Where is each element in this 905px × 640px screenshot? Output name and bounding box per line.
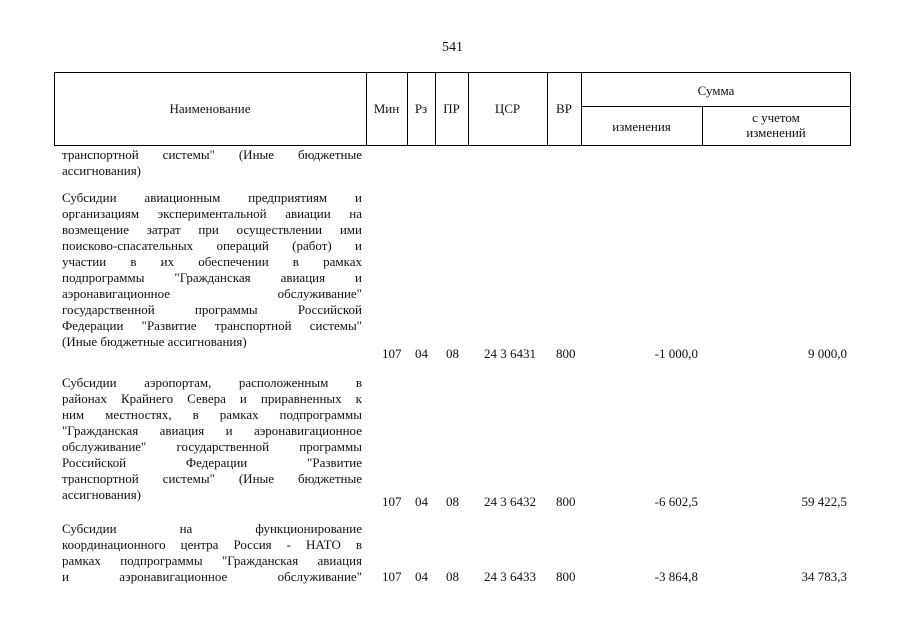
row-pr: 08	[446, 346, 459, 361]
name-line: возмещение затрат при осуществлении ими	[62, 222, 362, 237]
name-line: поисково-спасательных операций (работ) и	[62, 238, 362, 253]
name-line: государственной программы Российской	[62, 302, 362, 317]
header-name: Наименование	[169, 101, 251, 116]
row-rz: 04	[415, 569, 428, 584]
row-change: -3 864,8	[654, 569, 698, 584]
row-vr: 800	[556, 494, 576, 509]
header-with-changes-line1: с учетом	[752, 110, 800, 125]
header-with-changes-line2: изменений	[746, 125, 806, 140]
row-total: 59 422,5	[801, 494, 847, 509]
row-min: 107	[382, 494, 402, 509]
name-line: Субсидии на функционирование	[62, 521, 362, 536]
header-sum-divider	[581, 106, 851, 107]
row-total: 34 783,3	[801, 569, 847, 584]
row-min: 107	[382, 569, 402, 584]
name-line: ним местностях, в рамках подпрограммы	[62, 407, 362, 422]
row-rz: 04	[415, 494, 428, 509]
row-pr: 08	[446, 569, 459, 584]
row-name	[62, 375, 362, 503]
name-line: координационного центра Россия - НАТО в	[62, 537, 362, 552]
header-bottom-border	[54, 145, 851, 146]
row-csr: 24 3 6432	[484, 494, 536, 509]
header-csr: ЦСР	[494, 101, 521, 116]
name-line: районах Крайнего Севера и приравненных к	[62, 391, 362, 406]
row-csr: 24 3 6431	[484, 346, 536, 361]
name-line: Субсидии аэропортам, расположенным в	[62, 375, 362, 390]
name-line: обслуживание" государственной программы	[62, 439, 362, 454]
name-line: Российской Федерации "Развитие	[62, 455, 362, 470]
header-top-border	[54, 72, 851, 73]
row-change: -1 000,0	[654, 346, 698, 361]
row-csr: 24 3 6433	[484, 569, 536, 584]
header-with-changes	[702, 110, 850, 140]
name-line: организациям экспериментальной авиации на	[62, 206, 362, 221]
row-rz: 04	[415, 346, 428, 361]
row-name	[62, 190, 362, 350]
row-min: 107	[382, 346, 402, 361]
row-change: -6 602,5	[654, 494, 698, 509]
header-changes: изменения	[612, 119, 671, 134]
name-line: аэронавигационное обслуживание"	[62, 286, 362, 301]
row-vr: 800	[556, 569, 576, 584]
name-line: рамках подпрограммы "Гражданская авиация	[62, 553, 362, 568]
name-line: подпрограммы "Гражданская авиация и	[62, 270, 362, 285]
row-name	[62, 521, 362, 585]
row-total: 9 000,0	[808, 346, 847, 361]
row-pr: 08	[446, 494, 459, 509]
continuation-line: ассигнования)	[62, 163, 142, 178]
header-min: Мин	[373, 101, 400, 116]
header-sum: Сумма	[697, 83, 735, 98]
name-line: участии в их обеспечении в рамках	[62, 254, 362, 269]
header-vr: ВР	[556, 101, 572, 116]
continuation-text	[62, 147, 362, 179]
name-line: транспортной системы" (Иные бюджетные	[62, 471, 362, 486]
row-vr: 800	[556, 346, 576, 361]
name-line: и аэронавигационное обслуживание"	[62, 569, 362, 584]
name-line: "Гражданская авиация и аэронавигационное	[62, 423, 362, 438]
header-rz: Рз	[414, 101, 428, 116]
name-line: Субсидии авиационным предприятиям и	[62, 190, 362, 205]
header-pr: ПР	[443, 101, 460, 116]
continuation-line: транспортной системы" (Иные бюджетные	[62, 147, 362, 162]
name-line: (Иные бюджетные ассигнования)	[62, 334, 247, 349]
name-line: Федерации "Развитие транспортной системы"	[62, 318, 362, 333]
name-line: ассигнования)	[62, 487, 142, 502]
page-number: 541	[442, 40, 463, 55]
